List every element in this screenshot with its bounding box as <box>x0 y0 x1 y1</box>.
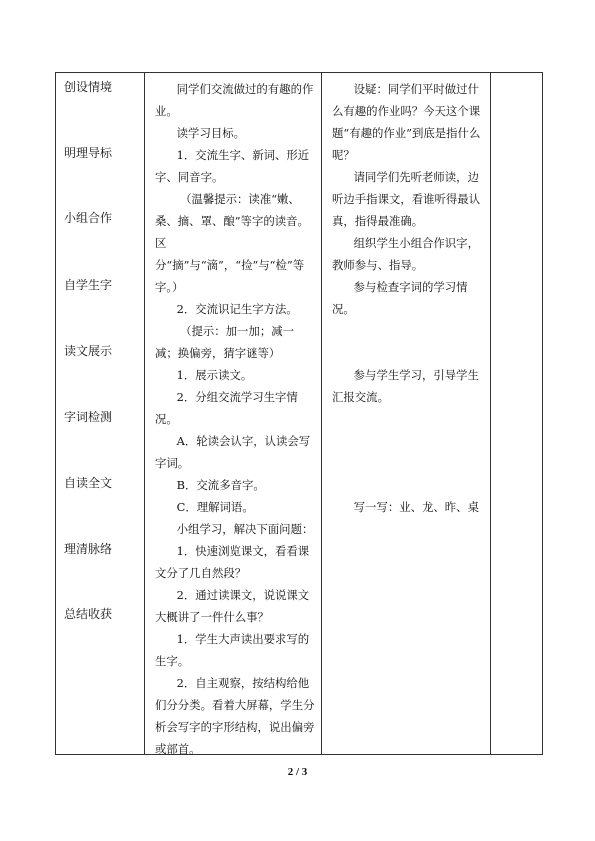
paragraph: 1．交流生字、新词、形近字、同音字。 <box>155 148 310 184</box>
paragraph: 1．学生大声读出要求写的生字。 <box>155 632 310 668</box>
paragraph: 组织学生小组合作识字，教师参与、指导。 <box>332 236 479 272</box>
paragraph: A．轮读会认字，认读会写字词。 <box>155 434 311 470</box>
paragraph: 参与学生学习，引导学生汇报交流。 <box>332 368 479 404</box>
paragraph: 请同学们先听老师读，边听边手指课文，看谁听得最认真，指得最准确。 <box>332 170 481 228</box>
paragraph: 1．快速浏览课文，看看课文分了几自然段？ <box>155 544 310 580</box>
paragraph: 2．分组交流学习生字情况。 <box>155 390 298 426</box>
paragraph: 同学们交流做过的有趣的作业。 <box>155 82 314 118</box>
paragraph: （提示：加一加；减一减；换偏旁，猜字谜等） <box>155 324 294 360</box>
paragraph: （温馨提示：读准“嫩、桑、摘、罩、酿”等字的读音。区分“摘”与“滴”，“捡”与“检”等字。） <box>155 192 309 294</box>
paragraph: 1．展示读文。 <box>176 368 253 382</box>
stage-column <box>56 73 145 755</box>
stage-label: 小组合作 <box>64 211 113 225</box>
stage-label: 明理导标 <box>64 146 113 160</box>
page-number: 2 / 3 <box>287 766 308 778</box>
paragraph: 2．交流识记生字方法。 <box>176 302 298 316</box>
stage-label: 自读全文 <box>64 476 113 490</box>
paragraph: 2．自主观察，按结构给他们分分类。看着大屏幕，学生分析会写字的字形结构，说出偏旁或部首。 <box>155 676 315 756</box>
stage-label: 自学生字 <box>64 278 113 292</box>
lesson-plan-table <box>55 72 543 755</box>
stage-label: 创设情境 <box>64 80 113 94</box>
stage-label: 读文展示 <box>64 344 113 358</box>
table-row <box>56 73 543 755</box>
paragraph: 参与检查字词的学习情况。 <box>332 280 468 316</box>
student-activity-text <box>155 78 315 760</box>
paragraph: 小组学习，解决下面问题： <box>176 522 314 536</box>
stage-label: 总结收获 <box>64 607 113 621</box>
paragraph: 设疑：同学们平时做过什么有趣的作业吗？今天这个课题“有趣的作业”到底是指什么呢？ <box>332 82 481 162</box>
notes-column <box>491 73 543 755</box>
student-activity-column <box>145 73 322 755</box>
paragraph: B．交流多音字。 <box>176 478 265 492</box>
paragraph: C．理解词语。 <box>176 500 254 514</box>
paragraph: 2．通过读课文，说说课文大概讲了一件什么事？ <box>155 588 310 624</box>
teacher-activity-column <box>322 73 491 755</box>
teacher-activity-text <box>332 78 484 518</box>
paragraph: 写一写：业、龙、昨、桌 <box>353 500 479 514</box>
paragraph: 读学习目标。 <box>176 126 246 140</box>
stage-label: 理清脉络 <box>64 542 113 556</box>
stage-label: 字词检测 <box>64 410 113 424</box>
